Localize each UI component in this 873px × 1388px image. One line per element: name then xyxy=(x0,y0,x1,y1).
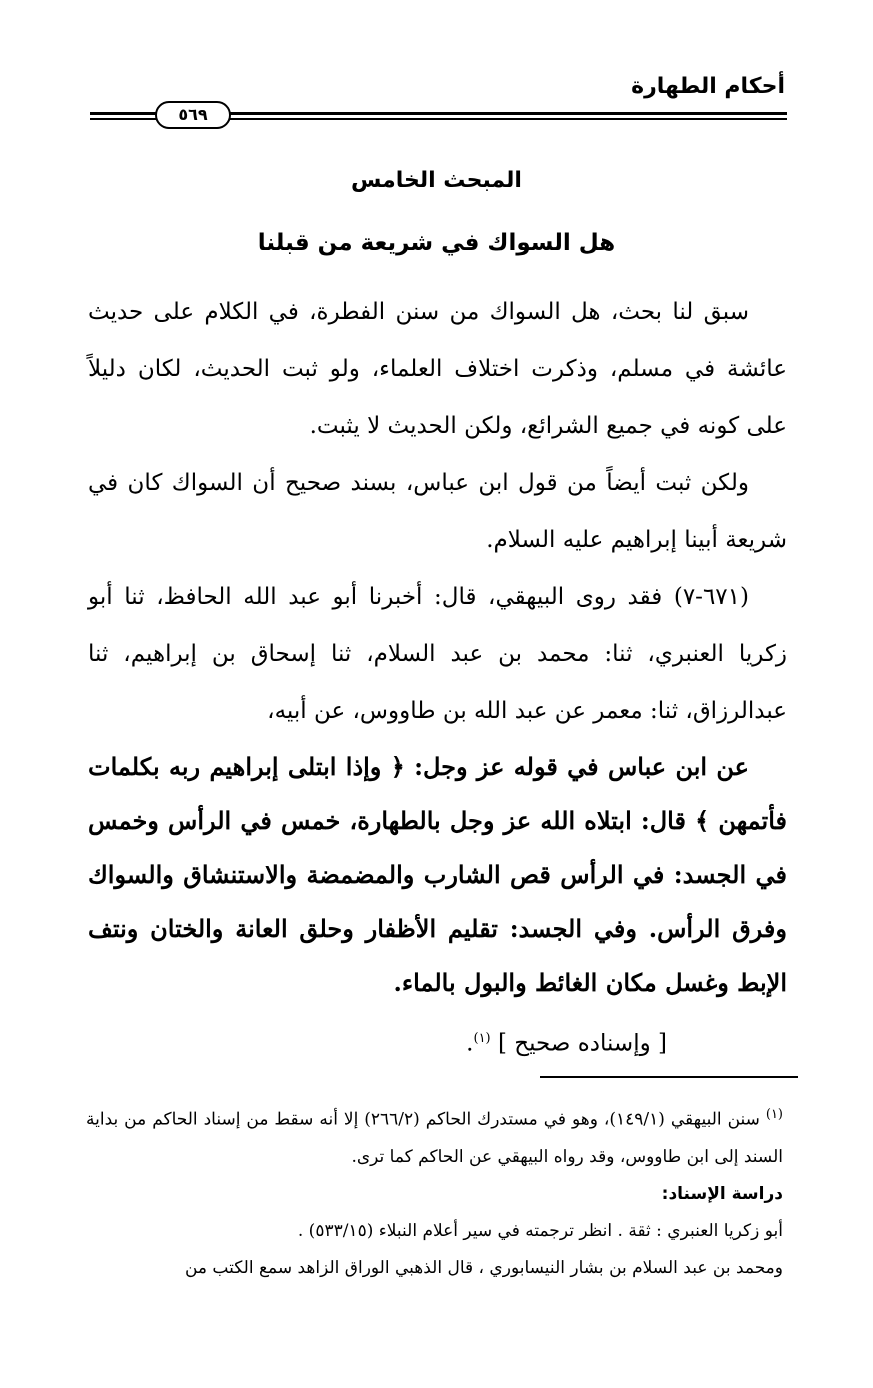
running-title: أحكام الطهارة xyxy=(631,74,785,99)
grade-period: . xyxy=(466,1030,474,1057)
hadith-grade xyxy=(88,1010,787,1073)
question-heading: هل السواك في شريعة من قبلنا xyxy=(257,230,616,256)
paragraph-2: ولكن ثبت أيضاً من قول ابن عباس، بسند صحيح أن السواك كان في شريعة أبينا إبراهيم عليه السلام. xyxy=(88,470,787,553)
section-heading: المبحث الخامس xyxy=(351,168,522,193)
footnote-reference: (١) xyxy=(473,1031,491,1046)
main-text xyxy=(88,284,787,1073)
footnote-1 xyxy=(86,1096,783,1176)
footnote-line: ومحمد بن عبد السلام بن بشار النيسابوري ، قال الذهبي الوراق الزاهد سمع الكتب من xyxy=(184,1257,783,1278)
paragraph-3-isnad: (٦٧١-٧) فقد روى البيهقي، قال: أخبرنا أبو عبد الله الحافظ، ثنا أبو زكريا العنبري، ثنا: محمد بن عبد السلام، ثنا إسحاق بن إبراهيم، ثنا عبدالرزاق، ثنا: معمر عن عبد الله بن طاووس، عن أبيه، xyxy=(88,584,787,724)
footnote-marker: (١) xyxy=(765,1107,783,1122)
page-number: ٥٦٩ xyxy=(155,101,231,129)
footnote-1-text: سنن البيهقي (١٤٩/١)، وهو في مستدرك الحاكم (٢٦٦/٢) إلا أنه سقط من إسناد الحاكم من بداية السند إلى ابن طاووس، وقد رواه البيهقي عن الحاكم كما ترى. xyxy=(86,1109,783,1167)
footnotes xyxy=(86,1096,783,1287)
footnote-line: أبو زكريا العنبري : ثقة . انظر ترجمته في سير أعلام النبلاء (٥٣٣/١٥) . xyxy=(297,1220,783,1241)
isnad-study-title: دراسة الإسناد: xyxy=(661,1183,783,1204)
footnote-rule xyxy=(540,1076,798,1078)
paragraph-4-matn: عن ابن عباس في قوله عز وجل: ﴿ وإذا ابتلى إبراهيم ربه بكلمات فأتمهن ﴾ قال: ابتلاه الله عز وجل بالطهارة، خمس في الرأس وخمس في الجسد: في الرأس قص الشارب والمضمضة والاستنشاق والسواك وفرق الرأس. وفي الجسد: تقليم الأظفار وحلق العانة والختان ونتف الإبط وغسل مكان الغائط والبول بالماء. xyxy=(88,752,787,997)
paragraph-1: سبق لنا بحث، هل السواك من سنن الفطرة، في الكلام على حديث عائشة في مسلم، وذكرت اختلاف العلماء، ولو ثبت الحديث، لكان دليلاً على كونه في جميع الشرائع، ولكن الحديث لا يثبت. xyxy=(88,299,787,439)
grade-text: [ وإسناده صحيح ] xyxy=(497,1030,667,1057)
